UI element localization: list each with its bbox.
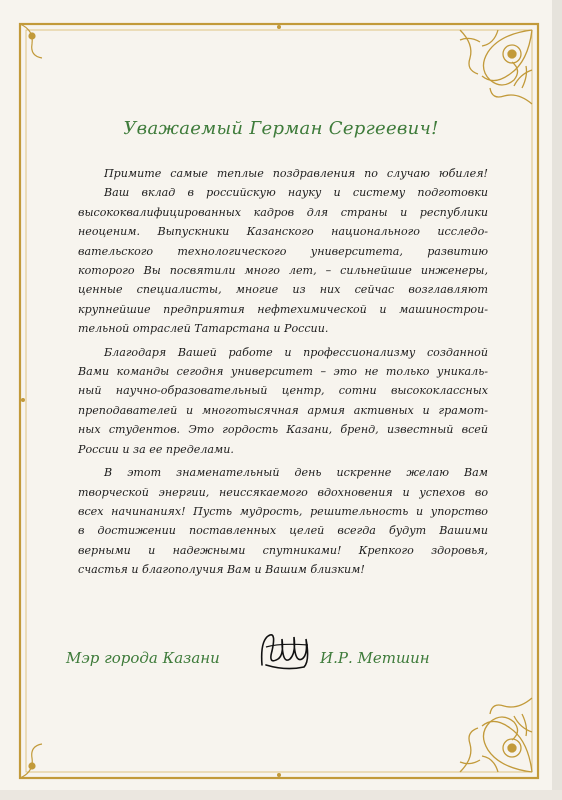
corner-ornament-top-right bbox=[448, 24, 538, 110]
letter-line: верными и надежными спутниками! Крепкого здоровья, bbox=[78, 543, 488, 557]
corner-ornament-top-left bbox=[20, 24, 42, 58]
letter-line: России и за ее пределами. bbox=[78, 442, 234, 456]
corner-ornament-bottom-left bbox=[20, 744, 42, 778]
letter-line: счастья и благополучия Вам и Вашим близким! bbox=[78, 563, 365, 577]
letter-line: в достижении поставленных целей всегда будут Вашими bbox=[78, 524, 488, 538]
handwritten-signature bbox=[256, 625, 316, 675]
letter-line: всех начинаниях! Пусть мудрость, решительность и упорство bbox=[78, 504, 488, 518]
letter-line: крупнейшие предприятия нефтехимической и машинострои- bbox=[78, 302, 488, 316]
letter-line: которого Вы посвятили много лет, – сильнейшие инженеры, bbox=[78, 264, 488, 278]
signatory-title: Мэр города Казани bbox=[66, 649, 220, 667]
letter-line: Вами команды сегодня университет – это не только уникаль- bbox=[78, 365, 488, 379]
signatory-name: И.Р. Метшин bbox=[320, 649, 430, 667]
letter-line: Ваш вклад в российскую науку и систему подготовки bbox=[104, 186, 488, 200]
letter-line: высококвалифицированных кадров для страны и республики bbox=[78, 205, 488, 219]
letter-line: ных студентов. Это гордость Казани, бренд, известный всей bbox=[78, 423, 488, 437]
letter-body bbox=[78, 164, 488, 584]
letter-line: В этот знаменательный день искренне желаю Вам bbox=[104, 466, 488, 480]
letter-line: преподавателей и многотысячная армия активных и грамот- bbox=[78, 403, 488, 417]
page-edge-bottom bbox=[0, 790, 562, 800]
letter-line: неоценим. Выпускники Казанского национального исследо- bbox=[78, 225, 488, 239]
letter-line: ный научно-образовательный центр, сотни высококлассных bbox=[78, 384, 488, 398]
letter-line: Примите самые теплые поздравления по случаю юбилея! bbox=[104, 167, 488, 180]
letter-line: тельной отраслей Татарстана и России. bbox=[78, 322, 329, 336]
corner-ornament-bottom-right bbox=[448, 690, 538, 778]
paragraph-1 bbox=[78, 164, 488, 339]
letter-line: вательского технологического университета, развитию bbox=[78, 244, 488, 258]
page-edge-right bbox=[552, 0, 562, 800]
paragraph-2 bbox=[78, 343, 488, 459]
letter-line: Благодаря Вашей работе и профессионализму созданной bbox=[104, 345, 488, 359]
paragraph-3 bbox=[78, 463, 488, 579]
greeting-heading: Уважаемый Герман Сергеевич! bbox=[123, 118, 439, 139]
letter-line: ценные специалисты, многие из них сейчас возглавляют bbox=[78, 283, 488, 297]
letter-line: творческой энергии, неиссякаемого вдохновения и успехов во bbox=[78, 485, 488, 499]
